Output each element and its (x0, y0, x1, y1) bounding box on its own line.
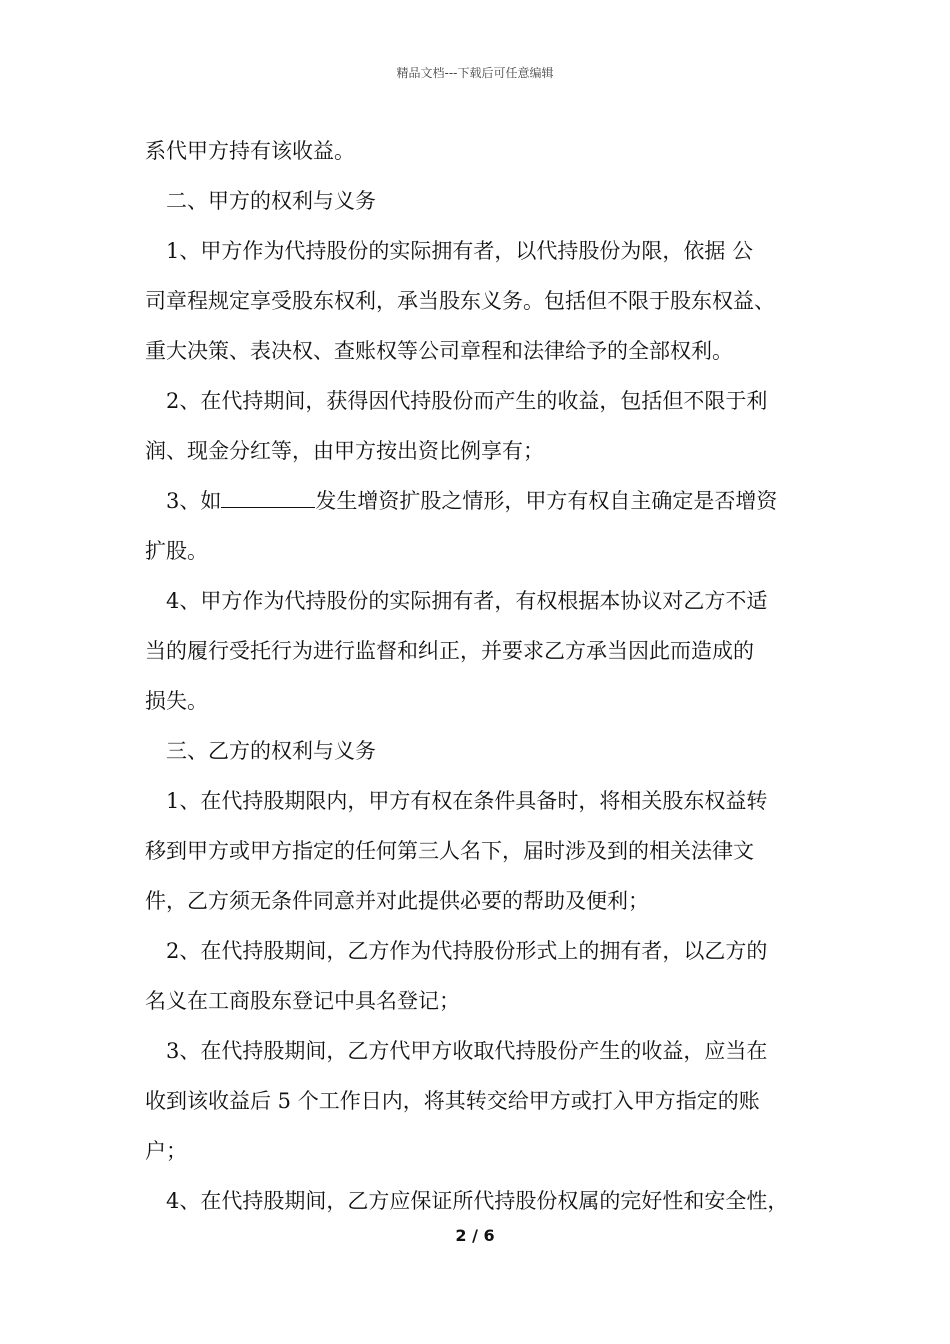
line-text-before-blank: 3、如 (166, 489, 222, 513)
page-header: 精品文档---下载后可任意编辑 (396, 66, 554, 80)
paragraph-line: 收到该收益后 5 个工作日内，将其转交给甲方或打入甲方指定的账 (145, 1089, 760, 1113)
section-heading: 三、乙方的权利与义务 (166, 739, 376, 763)
page-number (0, 1226, 950, 1245)
paragraph-line: 2、在代持期间，获得因代持股份而产生的收益，包括但不限于利 (166, 389, 768, 413)
line-text-after-blank: 发生增资扩股之情形，甲方有权自主确定是否增资 (315, 489, 778, 513)
paragraph-line: 司章程规定享受股东权利，承当股东义务。包括但不限于股东权益、 (145, 289, 775, 313)
paragraph-line: 4、在代持股期间，乙方应保证所代持股份权属的完好性和安全性， (166, 1189, 789, 1213)
page-separator: / (472, 1226, 478, 1245)
paragraph-line: 名义在工商股东登记中具名登记； (145, 989, 460, 1013)
paragraph-line: 系代甲方持有该收益。 (145, 139, 355, 163)
paragraph-line: 4、甲方作为代持股份的实际拥有者，有权根据本协议对乙方不适 (166, 589, 768, 613)
document-body (145, 126, 810, 1226)
paragraph-line: 损失。 (145, 689, 208, 713)
paragraph-line: 2、在代持股期间，乙方作为代持股份形式上的拥有者，以乙方的 (166, 939, 768, 963)
paragraph-line: 1、甲方作为代持股份的实际拥有者，以代持股份为限，依据 公 (166, 239, 754, 263)
paragraph-line: 1、在代持股期限内，甲方有权在条件具备时，将相关股东权益转 (166, 789, 768, 813)
paragraph-line: 当的履行受托行为进行监督和纠正，并要求乙方承当因此而造成的 (145, 639, 754, 663)
fill-in-blank (221, 489, 315, 508)
paragraph-line: 户； (145, 1139, 187, 1163)
section-heading: 二、甲方的权利与义务 (166, 189, 376, 213)
current-page: 2 (455, 1226, 467, 1245)
paragraph-line: 移到甲方或甲方指定的任何第三人名下，届时涉及到的相关法律文 (145, 839, 754, 863)
paragraph-line: 润、现金分红等，由甲方按出资比例享有； (145, 439, 544, 463)
paragraph-line: 3、在代持股期间，乙方代甲方收取代持股份产生的收益，应当在 (166, 1039, 768, 1063)
paragraph-line: 件，乙方须无条件同意并对此提供必要的帮助及便利； (145, 889, 649, 913)
paragraph-line-with-blank (145, 476, 810, 526)
paragraph-line: 扩股。 (145, 539, 208, 563)
paragraph-line: 重大决策、表决权、查账权等公司章程和法律给予的全部权利。 (145, 339, 733, 363)
total-pages: 6 (483, 1226, 495, 1245)
